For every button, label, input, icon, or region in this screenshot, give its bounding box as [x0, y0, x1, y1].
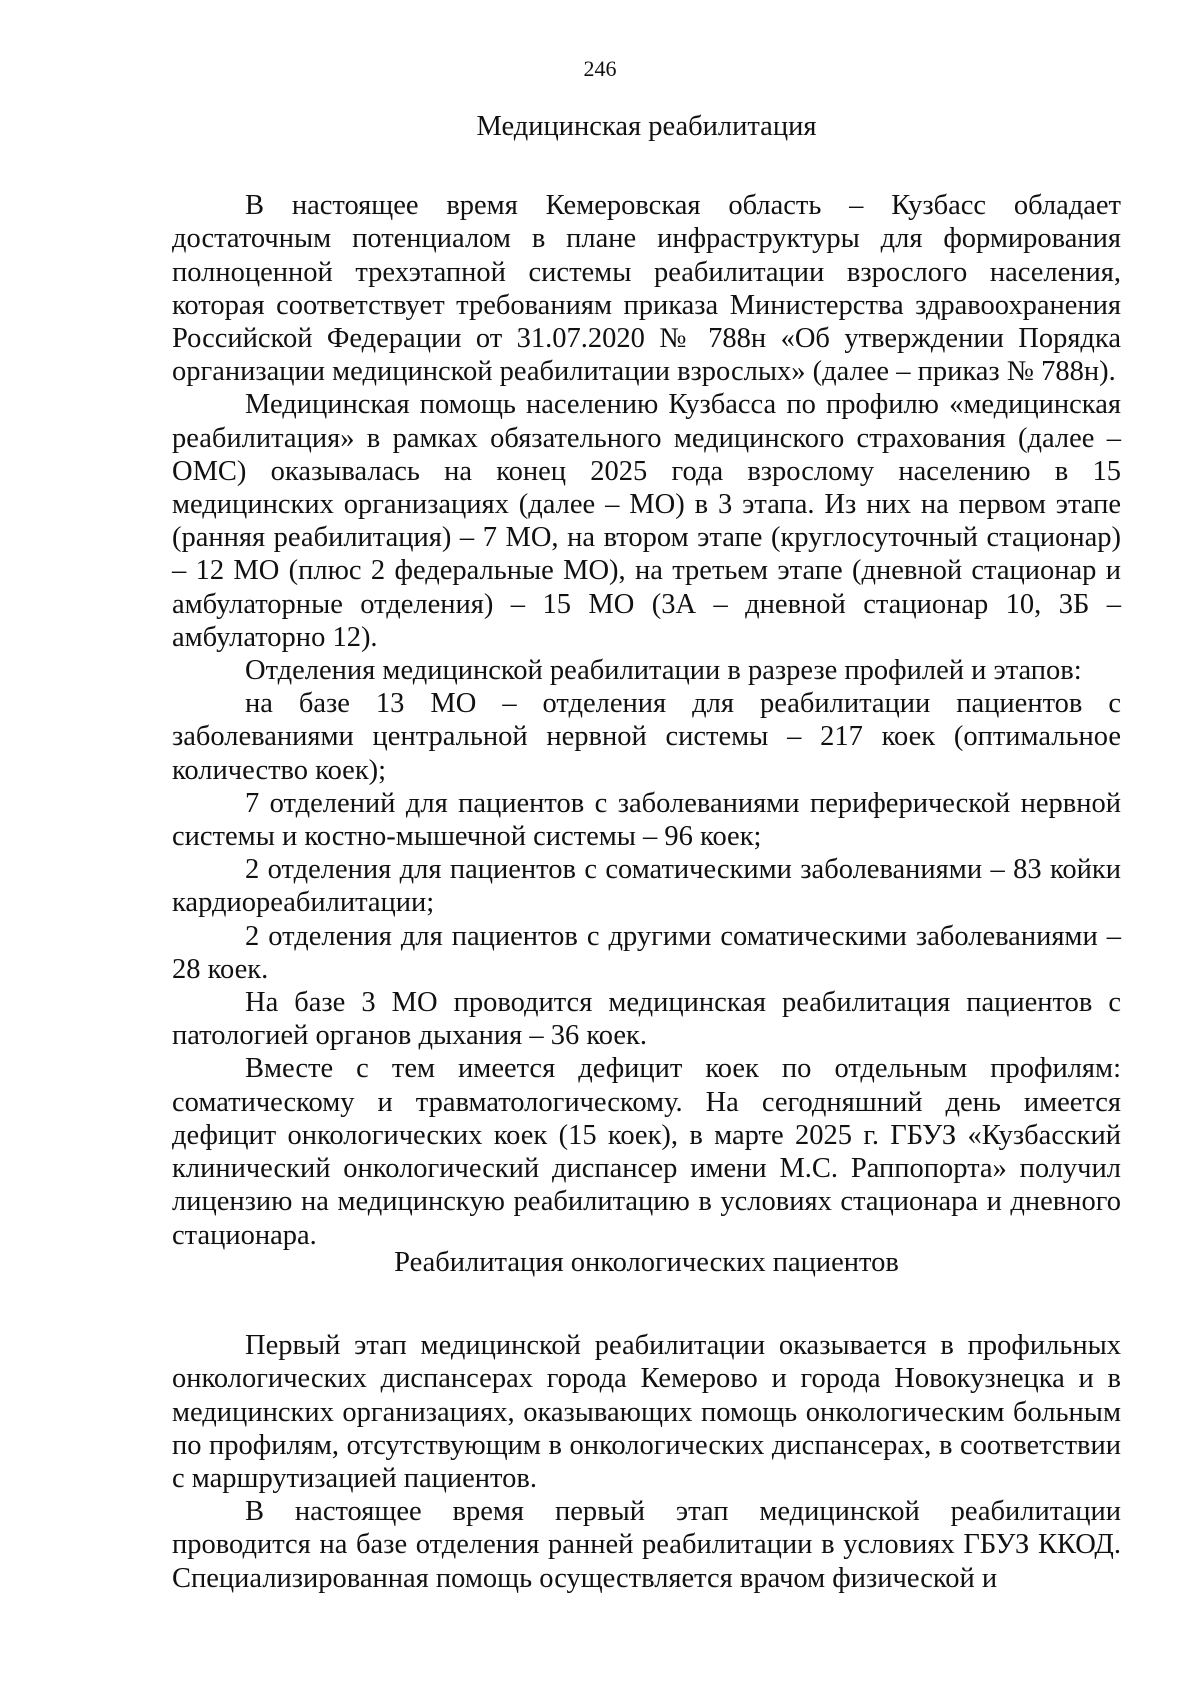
paragraph: В настоящее время Кемеровская область – Кузбасс обладает достаточным потенциалом в плане инфраструктуры для формирования полноценной трехэтапной системы реабилитации взрослого населения, которая соответствует требованиям приказа Министерства здравоохранения Российской Федерации от 31.07.2020 № 788н «Об утверждении Порядка организации медицинской реабилитации взрослых» (далее – приказ № 788н).: [172, 190, 1121, 388]
section-medical-rehabilitation: [172, 110, 1121, 1252]
paragraph: Медицинская помощь населению Кузбасса по профилю «медицинская реабилитация» в рамках обязательного медицинского страхования (далее – ОМС) оказывалась на конец 2025 года взрослому населению в 15 медицинских организациях (далее – МО) в 3 этапа. Из них на первом этапе (ранняя реабилитация) – 7 МО, на втором этапе (круглосуточный стационар) – 12 МО (плюс 2 федеральные МО), на третьем этапе (дневной стационар и амбулаторные отделения) – 15 МО (3А – дневной стационар 10, 3Б – амбулаторно 12).: [172, 389, 1121, 653]
paragraph: 7 отделений для пациентов с заболеваниями периферической нервной системы и костно-мышечной системы – 96 коек;: [172, 787, 1121, 853]
paragraph: Первый этап медицинской реабилитации оказывается в профильных онкологических диспансерах города Кемерово и города Новокузнецка и в медицинских организациях, оказывающих помощь онкологическим больным по профилям, отсутствующим в онкологических диспансерах, в соответствии с маршрутизацией пациентов.: [172, 1330, 1121, 1495]
paragraph: Отделения медицинской реабилитации в разрезе профилей и этапов:: [245, 655, 1082, 687]
paragraph: В настоящее время первый этап медицинской реабилитации проводится на базе отделения ранней реабилитации в условиях ГБУЗ ККОД. Специализированная помощь осуществляется врачом физической и: [172, 1496, 1121, 1594]
paragraph: На базе 3 МО проводится медицинская реабилитация пациентов с патологией органов дыхания – 36 коек.: [172, 987, 1121, 1052]
section-heading: Медицинская реабилитация: [476, 111, 817, 142]
section-heading: Реабилитация онкологических пациентов: [394, 1247, 899, 1278]
paragraph: 2 отделения для пациентов с соматическими заболеваниями – 83 койки кардиореабилитации;: [172, 854, 1121, 919]
paragraph: Вместе с тем имеется дефицит коек по отдельным профилям: соматическому и травматологическому. На сегодняшний день имеется дефицит онкологических коек (15 коек), в марте 2025 г. ГБУЗ «Кузбасский клинический онкологический диспансер имени М.С. Раппопорта» получил лицензию на медицинскую реабилитацию в условиях стационара и дневного стационара.: [172, 1053, 1121, 1251]
section-oncology-rehabilitation: [172, 1246, 1121, 1595]
paragraph: 2 отделения для пациентов с другими соматическими заболеваниями – 28 коек.: [172, 920, 1121, 985]
page-number: 246: [583, 56, 617, 81]
paragraph: на базе 13 МО – отделения для реабилитации пациентов с заболеваниями центральной нервной системы – 217 коек (оптимальное количество коек);: [172, 688, 1121, 786]
